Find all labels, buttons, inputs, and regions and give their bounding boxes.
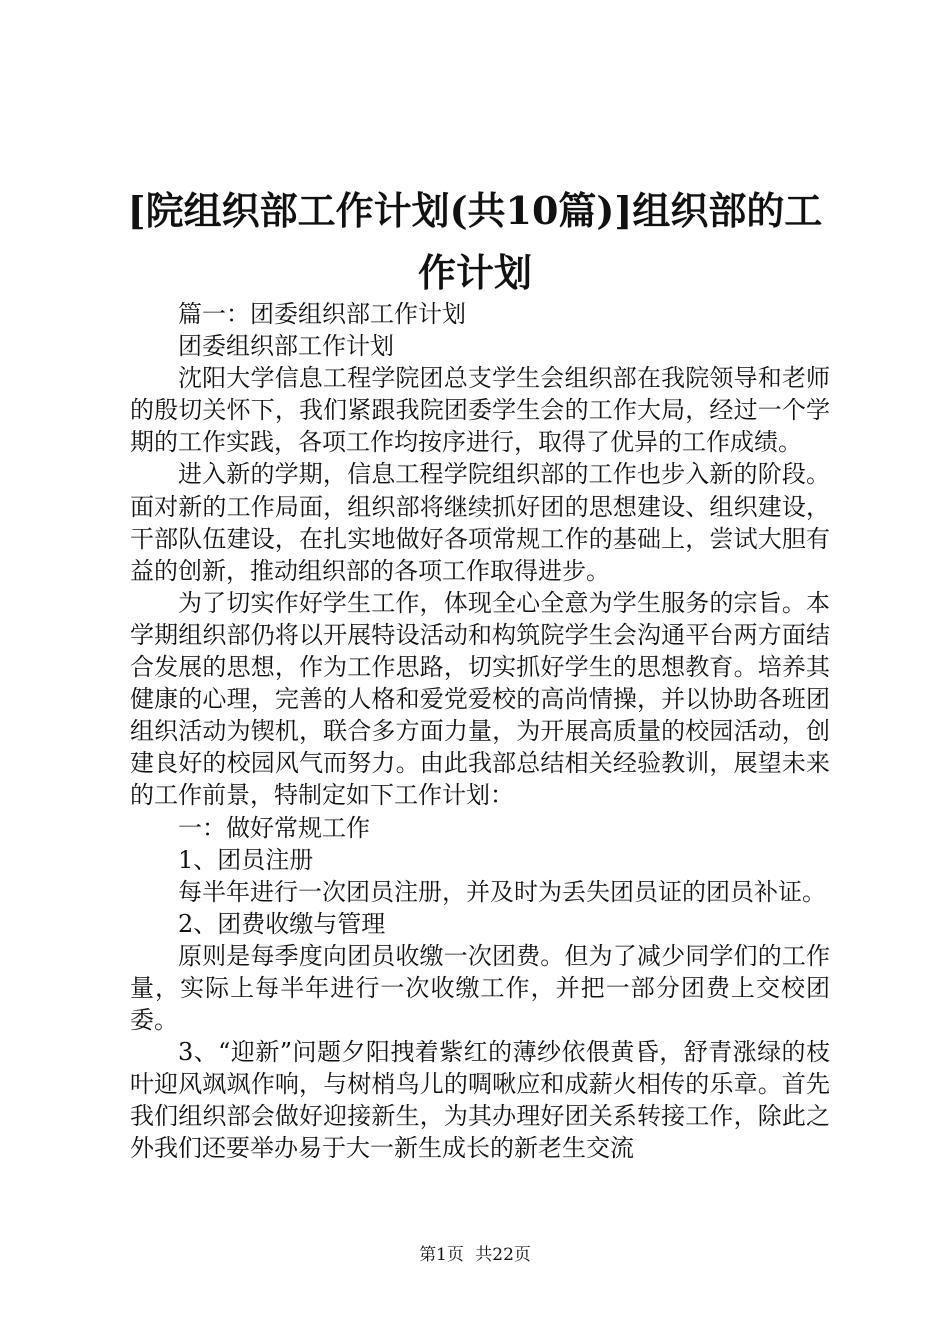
paragraph: 原则是每季度向团员收缴一次团费。但为了减少同学们的工作量，实际上每半年进行一次收缴工作，并把一部分团费上交校团委。	[130, 941, 830, 1035]
paragraph: 2、团费收缴与管理	[178, 909, 386, 938]
page-footer	[0, 1240, 950, 1265]
document-body	[130, 298, 830, 1165]
paragraph: 篇一：团委组织部工作计划	[178, 300, 466, 328]
paragraph: 3、“迎新”问题夕阳拽着紫红的薄纱依偎黄昏，舒青涨绿的枝叶迎风飒飒作响，与树梢鸟儿的啁啾应和成薪火相传的乐章。首先我们组织部会做好迎接新生，为其办理好团关系转接工作，除此之外我们还要举办易于大一新生成长的新老生交流	[130, 1038, 830, 1163]
page-number: 第1页	[419, 1245, 464, 1265]
paragraph: 为了切实作好学生工作，体现全心全意为学生服务的宗旨。本学期组织部仍将以开展特设活动和构筑院学生会沟通平台两方面结合发展的思想，作为工作思路，切实抓好学生的思想教育。培养其健康的心理，完善的人格和爱党爱校的高尚情操，并以协助各班团组织活动为锲机，联合多方面力量，为开展高质量的校园活动，创建良好的校园风气而努力。由此我部总结相关经验教训，展望未来的工作前景，特制定如下工作计划：	[130, 588, 830, 810]
page-total: 共22页	[475, 1245, 531, 1265]
page-title: [院组织部工作计划(共10篇)]组织部的工作计划	[127, 188, 823, 295]
paragraph: 团委组织部工作计划	[178, 332, 394, 361]
paragraph: 一：做好常规工作	[178, 813, 370, 842]
paragraph: 沈阳大学信息工程学院团总支学生会组织部在我院领导和老师的殷切关怀下，我们紧跟我院团委学生会的工作大局，经过一个学期的工作实践，各项工作均按序进行，取得了优异的工作成绩。	[130, 364, 830, 457]
paragraph: 进入新的学期，信息工程学院组织部的工作也步入新的阶段。面对新的工作局面，组织部将继续抓好团的思想建设、组织建设，干部队伍建设，在扎实地做好各项常规工作的基础上，尝试大胆有益的创新，推动组织部的各项工作取得进步。	[130, 460, 830, 585]
paragraph: 1、团员注册	[178, 845, 314, 874]
paragraph: 每半年进行一次团员注册，并及时为丢失团员证的团员补证。	[178, 877, 826, 906]
